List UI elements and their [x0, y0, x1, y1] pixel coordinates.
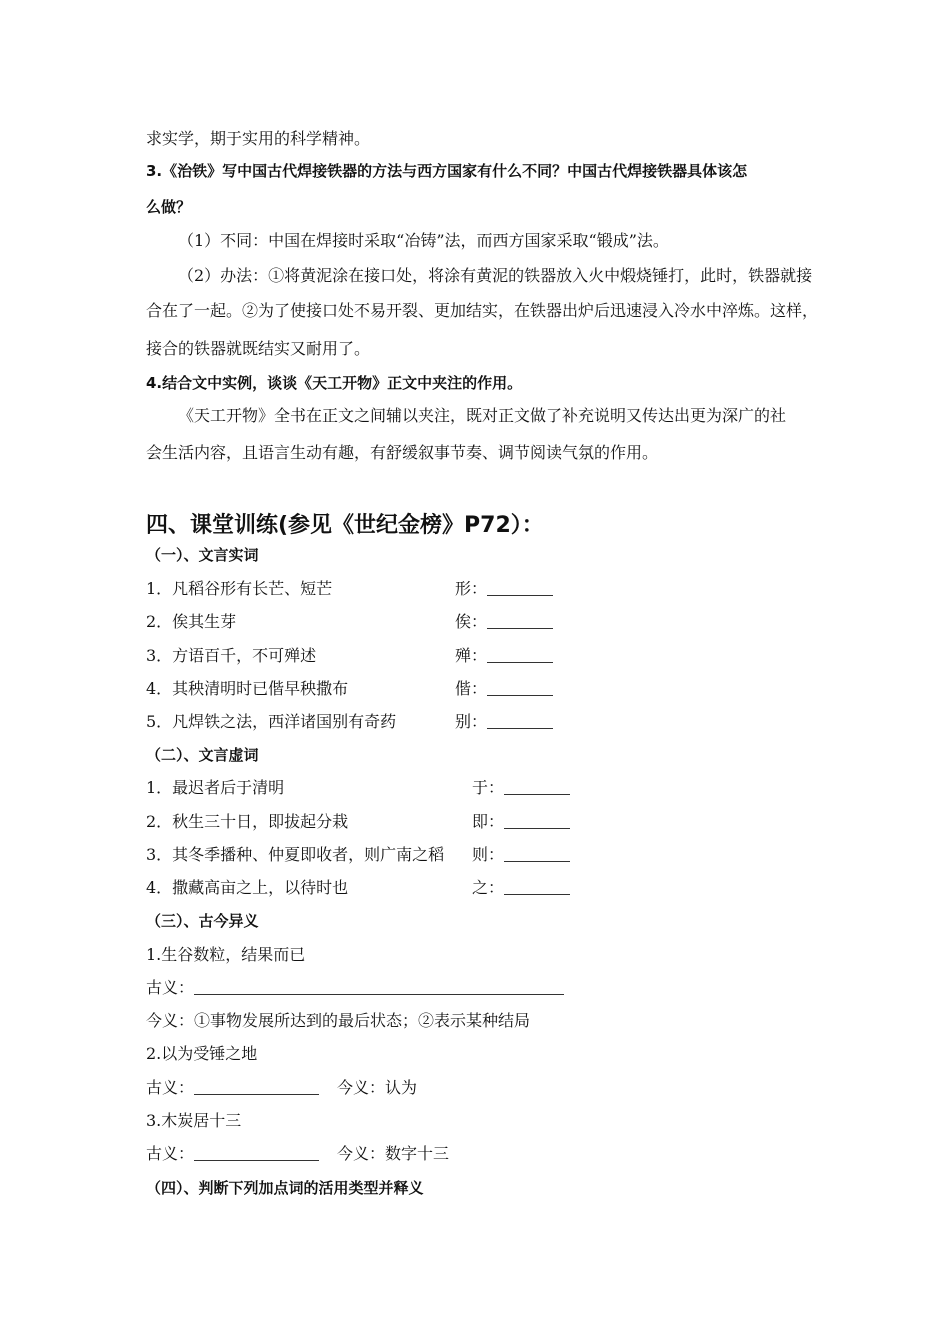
answer-label: 之：	[472, 878, 505, 897]
answer-4: 《天工开物》全书在正文之间辅以夹注，既对正文做了补充说明又传达出更为深广的社	[178, 406, 787, 425]
answer-label: 则：	[472, 845, 505, 864]
answer-4-cont: 会生活内容，且语言生动有趣，有舒缓叙事节奏、调节阅读气氛的作用。	[146, 443, 659, 462]
answer-label: 古义：	[146, 1144, 195, 1163]
answer-slot	[455, 611, 553, 633]
list-item: 1.生谷数粒，结果而已	[146, 945, 306, 964]
modern-meaning: 今义：①事物发展所达到的最后状态；②表示某种结局	[146, 1011, 531, 1030]
list-item: 2．俟其生芽	[146, 612, 237, 631]
text-line: 求实学，期于实用的科学精神。	[146, 129, 371, 148]
answer-blank[interactable]	[194, 1144, 319, 1161]
answer-3-2-cont: 合在了一起。②为了使接口处不易开裂、更加结实，在铁器出炉后迅速浸入冷水中淬炼。这样，	[146, 301, 819, 320]
modern-meaning: 今义：数字十三	[337, 1144, 450, 1163]
answer-blank[interactable]	[487, 612, 553, 629]
answer-label: 于：	[472, 778, 505, 797]
part2-title: （二）、文言虚词	[146, 746, 259, 764]
list-item: 4．其秧清明时已偕早秧撒布	[146, 679, 349, 698]
answer-slot	[472, 811, 570, 833]
answer-slot	[472, 777, 570, 799]
answer-label: 别：	[455, 712, 488, 731]
answer-slot	[455, 711, 553, 733]
part3-title: （三）、古今异义	[146, 912, 259, 930]
answer-slot	[472, 877, 570, 899]
answer-slot	[455, 645, 553, 667]
answer-slot	[146, 1143, 319, 1165]
question-4: 4.结合文中实例，谈谈《天工开物》正文中夹注的作用。	[146, 374, 523, 392]
answer-slot	[146, 977, 564, 999]
answer-label: 俟：	[455, 612, 488, 631]
answer-slot	[455, 578, 553, 600]
answer-3-2: （2）办法：①将黄泥涂在接口处，将涂有黄泥的铁器放入火中煅烧锤打，此时，铁器就接	[178, 266, 813, 285]
part1-title: （一）、文言实词	[146, 546, 259, 564]
answer-3-1: （1）不同：中国在焊接时采取“冶铸”法，而西方国家采取“锻成”法。	[178, 231, 669, 250]
answer-label: 古义：	[146, 1078, 195, 1097]
answer-blank[interactable]	[194, 1078, 319, 1095]
question-3: 3.《治铁》写中国古代焊接铁器的方法与西方国家有什么不同？中国古代焊接铁器具体该怎	[146, 162, 748, 180]
list-item: 1．最迟者后于清明	[146, 778, 285, 797]
list-item: 2.以为受锤之地	[146, 1044, 258, 1063]
answer-slot	[455, 678, 553, 700]
answer-blank[interactable]	[504, 812, 570, 829]
answer-blank[interactable]	[194, 978, 564, 995]
answer-blank[interactable]	[487, 646, 553, 663]
answer-blank[interactable]	[487, 679, 553, 696]
answer-3-2-cont2: 接合的铁器就既结实又耐用了。	[146, 339, 371, 358]
list-item: 4．撒藏高亩之上，以待时也	[146, 878, 349, 897]
answer-blank[interactable]	[504, 778, 570, 795]
list-item: 1．凡稻谷形有长芒、短芒	[146, 579, 333, 598]
answer-blank[interactable]	[504, 878, 570, 895]
answer-label: 殚：	[455, 646, 488, 665]
answer-blank[interactable]	[487, 712, 553, 729]
question-3-cont: 么做？	[146, 198, 192, 216]
answer-label: 即：	[472, 812, 505, 831]
section-title: 四、课堂训练(参见《世纪金榜》P72）：	[146, 513, 544, 538]
modern-meaning: 今义：认为	[337, 1078, 418, 1097]
answer-slot	[146, 1077, 319, 1099]
answer-label: 形：	[455, 579, 488, 598]
answer-label: 偕：	[455, 679, 488, 698]
answer-label: 古义：	[146, 978, 195, 997]
list-item: 5．凡焊铁之法，西洋诸国别有奇药	[146, 712, 397, 731]
answer-blank[interactable]	[487, 579, 553, 596]
part4-title: （四）、判断下列加点词的活用类型并释义	[146, 1179, 424, 1197]
list-item: 3．方语百千，不可殚述	[146, 646, 317, 665]
answer-blank[interactable]	[504, 845, 570, 862]
answer-slot	[472, 844, 570, 866]
list-item: 3．其冬季播种、仲夏即收者，则广南之稻	[146, 845, 445, 864]
list-item: 3.木炭居十三	[146, 1111, 242, 1130]
list-item: 2．秋生三十日，即拔起分栽	[146, 812, 349, 831]
